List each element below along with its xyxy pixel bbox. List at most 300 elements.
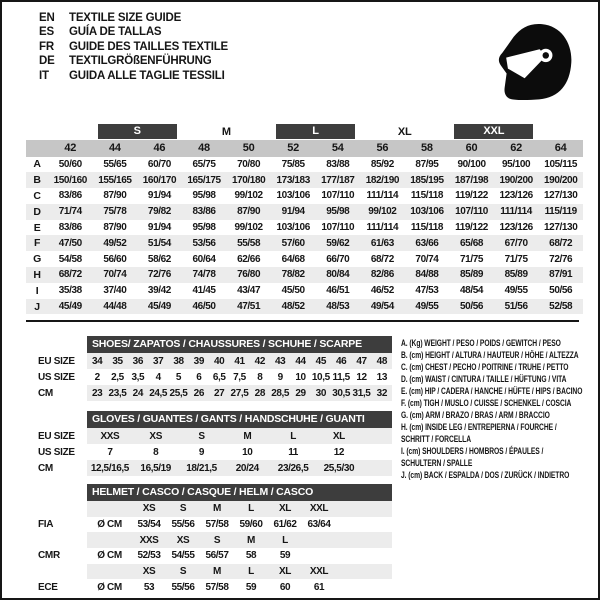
shoes-value: 31,5 [352, 387, 371, 399]
language-text: TEXTILGRÖßENFÜHRUNG [69, 55, 212, 68]
shoes-value: 11,5 [332, 371, 350, 383]
shoes-value: 2 [94, 371, 100, 383]
shoes-row-label: US SIZE [38, 371, 75, 383]
shoes-row-label: EU SIZE [38, 355, 75, 367]
row-label: J [34, 300, 40, 313]
size-value: 91/94 [281, 206, 305, 218]
gloves-row-label: US SIZE [38, 446, 75, 458]
gloves-title: GLOVES / GUANTES / GANTS / HANDSCHUHE / GUANTI [87, 411, 392, 428]
size-value: 78/82 [281, 269, 305, 281]
size-value: 49/54 [370, 301, 394, 313]
helmet-value: 56/57 [205, 550, 229, 562]
size-value: 91/94 [147, 222, 171, 234]
size-value: 43/47 [237, 285, 261, 297]
size-number-row [26, 140, 583, 157]
helmet-value: 52/53 [137, 550, 161, 562]
size-table-row-E [26, 220, 583, 236]
helmet-value: XXL [309, 503, 329, 515]
size-value: 79/82 [147, 206, 171, 218]
size-value: 177/187 [321, 174, 355, 186]
size-value: 45/50 [281, 285, 305, 297]
shoes-value: 28,5 [271, 387, 290, 399]
size-number: 58 [421, 142, 433, 155]
shoes-value: 43 [275, 355, 286, 367]
helmet-value: L [248, 503, 254, 515]
size-value: 64/68 [281, 253, 305, 265]
size-table-row-C [26, 188, 583, 204]
size-value: 127/130 [544, 190, 578, 202]
gloves-value: S [198, 430, 205, 442]
shoes-value: 10 [295, 371, 306, 383]
size-value: 111/114 [500, 206, 532, 218]
size-group-S: S [98, 124, 177, 139]
gloves-value: 7 [107, 446, 113, 458]
shoes-value: 29 [295, 387, 306, 399]
size-value: 85/89 [504, 269, 528, 281]
row-label: G [33, 253, 41, 266]
helmet-value: 58 [245, 550, 257, 562]
shoes-value: 27,5 [230, 387, 249, 399]
language-code: DE [39, 55, 55, 68]
helmet-icon [489, 18, 577, 106]
size-value: 165/175 [187, 174, 221, 186]
size-value: 123/126 [499, 222, 533, 234]
legend-item: I. (cm) SHOULDERS / HOMBROS / ÉPAULES / SCHULTERN / SPALLE [401, 446, 544, 469]
shoes-row [38, 385, 392, 401]
shoes-row [38, 353, 392, 369]
size-value: 173/183 [276, 174, 310, 186]
size-value: 61/63 [370, 237, 394, 249]
row-label: F [33, 237, 40, 250]
language-text: GUIDA ALLE TAGLIE TESSILI [69, 69, 225, 82]
language-text: GUÍA DE TALLAS [69, 26, 162, 39]
size-value: 49/55 [415, 301, 439, 313]
shoes-value: 45 [315, 355, 326, 367]
helmet-value: M [247, 534, 255, 546]
size-value: 75/85 [281, 158, 305, 170]
shoes-value: 24,5 [149, 387, 168, 399]
shoes-value: 12 [356, 371, 367, 383]
size-value: 71/75 [504, 253, 528, 265]
helmet-value: XXS [139, 534, 159, 546]
legend-item: H. (cm) INSIDE LEG / ENTREPIERNA / FOURCHE / SCHRITT / FORCELLA [401, 422, 557, 445]
helmet-value: 57/58 [205, 581, 229, 593]
size-value: 41/45 [192, 285, 216, 297]
helmet-row [38, 564, 392, 580]
size-number: 46 [153, 142, 166, 155]
shoes-value: 23,5 [108, 387, 127, 399]
row-label: H [33, 268, 41, 281]
shoes-value: 42 [254, 355, 265, 367]
size-value: 190/200 [499, 174, 533, 186]
helmet-value: XS [142, 503, 156, 515]
language-text: TEXTILE SIZE GUIDE [69, 12, 182, 24]
helmet-row [38, 579, 392, 595]
helmet-value: 61/62 [273, 519, 297, 531]
size-value: 53/56 [192, 237, 216, 249]
size-value: 70/80 [237, 158, 261, 170]
helmet-section [38, 484, 392, 595]
size-value: 48/54 [460, 285, 484, 297]
size-value: 83/88 [326, 158, 350, 170]
helmet-value: XL [279, 566, 291, 578]
shoes-value: 40 [214, 355, 225, 367]
size-group-XL: XL [397, 125, 412, 138]
size-value: 95/98 [326, 206, 350, 218]
shoes-row-label: CM [38, 387, 53, 399]
language-row [39, 54, 228, 68]
size-value: 111/114 [366, 190, 399, 202]
size-number: 44 [108, 142, 121, 155]
helmet-value: 59 [245, 581, 257, 593]
size-value: 107/110 [321, 190, 355, 202]
gloves-rows [38, 428, 392, 476]
size-value: 39/42 [147, 285, 171, 297]
helmet-cells [87, 548, 392, 564]
row-label: I [35, 284, 39, 297]
helmet-row [38, 548, 392, 564]
gloves-value: XS [149, 430, 162, 442]
size-value: 95/100 [502, 158, 531, 170]
helmet-rows [38, 501, 392, 595]
size-value: 115/118 [410, 222, 444, 234]
helmet-value: 59/60 [239, 519, 263, 531]
size-number: 60 [465, 142, 478, 155]
size-value: 103/106 [410, 206, 444, 218]
size-value: 103/106 [276, 190, 310, 202]
size-value: 74/78 [192, 269, 216, 281]
shoes-value: 6 [196, 371, 202, 383]
size-value: 62/66 [237, 253, 261, 265]
shoes-value: 48 [376, 355, 387, 367]
helmet-value: S [179, 503, 187, 515]
size-value: 160/170 [142, 174, 177, 186]
size-value: 99/102 [234, 190, 263, 202]
size-value: 87/90 [103, 190, 127, 202]
helmet-row-label: FIA [38, 519, 54, 531]
size-value: 75/78 [103, 206, 127, 218]
shoes-value: 2,5 [111, 371, 124, 383]
size-value: 54/58 [58, 253, 82, 265]
helmet-row [38, 501, 392, 517]
language-code: ES [39, 26, 54, 39]
row-label: B [33, 174, 41, 187]
size-value: 99/102 [368, 206, 397, 218]
size-value: 65/68 [460, 237, 484, 249]
size-value: 70/74 [415, 253, 439, 265]
helmet-value: XL [279, 503, 291, 515]
size-value: 84/88 [415, 269, 439, 281]
size-number: 64 [554, 142, 567, 155]
shoes-value: 5 [175, 371, 182, 383]
shoes-value: 38 [173, 355, 184, 367]
legend-item: C. (cm) CHEST / PECHO / POITRINE / TRUHE / PETTO [401, 362, 569, 373]
section-divider [26, 320, 579, 322]
size-value: 187/198 [454, 174, 489, 186]
language-row [39, 11, 228, 25]
size-value: 182/190 [365, 174, 400, 186]
shoes-value: 24 [132, 387, 143, 399]
legend-item: E. (cm) HIP / CADERA / HANCHE / HÜFTE / HIPS / BACINO [401, 386, 583, 397]
row-label: A [33, 158, 41, 171]
size-value: 190/200 [544, 174, 578, 186]
helmet-unit: Ø CM [97, 550, 122, 562]
helmet-value: XXL [309, 566, 329, 578]
size-value: 127/130 [544, 222, 578, 234]
helmet-cells [87, 517, 392, 533]
gloves-value: 16,5/19 [140, 462, 171, 474]
size-group-M: M [221, 125, 231, 138]
helmet-row-label: CMR [38, 550, 60, 562]
gloves-row [38, 444, 392, 460]
shoes-cells [87, 369, 392, 385]
helmet-value: 59 [279, 550, 291, 562]
language-list [39, 11, 228, 83]
language-row [39, 69, 228, 83]
legend-item: A. (Kg) WEIGHT / PESO / POIDS / GEWITCH / PESO [401, 338, 561, 349]
size-number: 42 [64, 142, 77, 155]
size-number: 52 [287, 142, 300, 155]
gloves-row-label: CM [38, 462, 53, 474]
size-table-row-I [26, 283, 583, 299]
size-value: 83/86 [58, 190, 82, 202]
size-value: 51/54 [147, 237, 171, 249]
size-value: 111/114 [366, 222, 399, 234]
gloves-row [38, 428, 392, 444]
helmet-value: S [179, 566, 187, 578]
size-value: 55/58 [237, 237, 261, 249]
size-value: 123/126 [499, 190, 533, 202]
shoes-value: 44 [295, 355, 306, 367]
shoes-value: 35 [112, 355, 123, 367]
helmet-value: 60 [279, 581, 291, 593]
row-label: D [33, 205, 41, 218]
size-value: 47/53 [415, 285, 439, 297]
shoes-value: 28 [254, 387, 265, 399]
helmet-unit: Ø CM [97, 581, 122, 593]
size-value: 47/50 [58, 237, 82, 249]
size-number: 62 [510, 142, 523, 155]
textile-size-table [26, 123, 583, 314]
shoes-value: 25,5 [169, 387, 188, 399]
size-value: 57/60 [281, 237, 305, 249]
size-value: 55/65 [103, 158, 127, 170]
size-value: 46/52 [370, 285, 394, 297]
gloves-value: 11 [288, 446, 298, 458]
size-value: 119/122 [455, 190, 488, 202]
size-value: 85/89 [460, 269, 484, 281]
size-value: 87/90 [237, 206, 261, 218]
helmet-value: M [213, 566, 221, 578]
language-row [39, 25, 228, 39]
size-value: 105/115 [544, 158, 578, 170]
gloves-value: 12 [333, 446, 345, 458]
size-value: 90/100 [457, 158, 486, 170]
size-table-row-H [26, 267, 583, 283]
helmet-value: L [282, 534, 288, 546]
gloves-value: 8 [153, 446, 159, 458]
shoes-cells [87, 385, 392, 401]
size-value: 49/55 [504, 285, 528, 297]
gloves-value: 9 [198, 446, 205, 458]
legend-item: J. (cm) BACK / ESPALDA / DOS / ZURÜCK / INDIETRO [401, 470, 570, 481]
size-value: 45/49 [58, 301, 82, 313]
size-value: 103/106 [276, 222, 310, 234]
size-group-L: L [276, 124, 355, 139]
gloves-value: XL [332, 430, 345, 442]
size-value: 115/119 [544, 206, 577, 218]
size-number: 50 [242, 142, 255, 155]
helmet-value: 55/56 [171, 519, 195, 531]
shoes-value: 4 [155, 371, 161, 383]
gloves-value: M [243, 430, 252, 442]
size-value: 56/60 [103, 253, 127, 265]
shoes-value: 34 [92, 355, 103, 367]
shoes-value: 32 [376, 387, 387, 399]
row-label: E [33, 221, 41, 234]
legend-item: G. (cm) ARM / BRAZO / BRAS / ARM / BRACCIO [401, 410, 550, 421]
size-number: 56 [376, 142, 389, 155]
shoes-value: 30 [315, 387, 326, 399]
size-value: 50/56 [549, 285, 573, 297]
helmet-value: 53/54 [137, 519, 161, 531]
size-value: 70/74 [103, 269, 127, 281]
helmet-value: 53 [143, 581, 155, 593]
gloves-row-label: EU SIZE [38, 430, 75, 442]
size-value: 95/98 [192, 190, 216, 202]
helmet-value: 61 [313, 581, 325, 593]
size-value: 59/62 [326, 237, 350, 249]
size-value: 48/53 [326, 301, 350, 313]
helmet-value: XS [142, 566, 156, 578]
gloves-value: 25,5/30 [323, 462, 355, 474]
gloves-section [38, 411, 392, 476]
size-value: 76/80 [237, 269, 261, 281]
gloves-row [38, 460, 392, 476]
size-value: 65/75 [192, 158, 216, 170]
size-value: 44/48 [103, 301, 127, 313]
shoes-section [38, 336, 392, 401]
size-value: 47/51 [237, 301, 261, 313]
language-code: IT [39, 69, 49, 82]
helmet-value: 55/56 [171, 581, 195, 593]
size-value: 91/94 [147, 190, 171, 202]
size-value: 155/165 [98, 174, 132, 186]
size-value: 63/66 [415, 237, 439, 249]
size-value: 82/86 [370, 269, 394, 281]
gloves-cells [87, 460, 392, 476]
gloves-value: 20/24 [235, 462, 259, 474]
size-number: 54 [331, 142, 344, 155]
size-value: 48/52 [281, 301, 305, 313]
shoes-value: 7,5 [233, 371, 246, 383]
size-value: 119/122 [455, 222, 488, 234]
language-code: FR [39, 40, 54, 53]
size-value: 80/84 [326, 269, 350, 281]
helmet-value: 63/64 [307, 519, 331, 531]
size-table-row-A [26, 157, 583, 173]
gloves-value: 10 [242, 446, 253, 458]
gloves-value: 23/26,5 [277, 462, 309, 474]
size-table-row-G [26, 251, 583, 267]
gloves-value: 18/21,5 [186, 462, 217, 474]
helmet-row [38, 532, 392, 548]
size-value: 68/72 [58, 269, 82, 281]
shoes-value: 6,5 [212, 371, 226, 383]
size-value: 50/56 [460, 301, 484, 313]
shoes-value: 27 [214, 387, 225, 399]
shoes-value: 41 [234, 355, 245, 367]
size-value: 115/118 [410, 190, 444, 202]
helmet-value: XS [176, 534, 190, 546]
shoes-value: 36 [132, 355, 143, 367]
shoes-value: 10,5 [311, 371, 330, 383]
shoes-value: 30,5 [332, 387, 351, 399]
gloves-value: XXS [100, 430, 120, 442]
shoes-value: 47 [356, 355, 367, 367]
size-value: 87/95 [415, 158, 439, 170]
helmet-cells [87, 564, 392, 580]
size-value: 95/98 [192, 222, 216, 234]
shoes-value: 26 [193, 387, 204, 399]
size-value: 50/60 [58, 158, 82, 170]
size-group-XXL: XXL [454, 124, 533, 139]
language-row [39, 40, 228, 54]
size-value: 68/72 [370, 253, 394, 265]
size-group-header-row [26, 123, 583, 140]
size-value: 83/86 [192, 206, 216, 218]
gloves-cells [87, 444, 392, 460]
size-value: 99/102 [234, 222, 263, 234]
size-table-row-F [26, 235, 583, 251]
helmet-unit: Ø CM [97, 519, 122, 531]
helmet-cells [87, 579, 392, 595]
helmet-value: 54/55 [171, 550, 195, 562]
shoes-value: 37 [153, 355, 164, 367]
size-value: 170/180 [231, 174, 266, 186]
shoes-value: 8 [257, 371, 263, 383]
size-value: 107/110 [321, 222, 355, 234]
size-value: 150/160 [53, 174, 87, 186]
size-value: 35/38 [58, 285, 82, 297]
size-value: 87/90 [103, 222, 127, 234]
size-value: 60/70 [147, 158, 171, 170]
size-value: 66/70 [326, 253, 350, 265]
shoes-value: 23 [92, 387, 103, 399]
size-value: 46/51 [326, 285, 350, 297]
helmet-row-label: ECE [38, 581, 58, 593]
size-value: 67/70 [504, 237, 528, 249]
size-value: 52/58 [549, 301, 573, 313]
size-table-row-D [26, 204, 583, 220]
size-value: 185/195 [410, 174, 444, 186]
size-value: 45/49 [147, 301, 171, 313]
shoes-row [38, 369, 392, 385]
gloves-cells [87, 428, 392, 444]
size-value: 58/62 [147, 253, 171, 265]
size-value: 46/50 [192, 301, 216, 313]
size-value: 37/40 [103, 285, 127, 297]
size-value: 71/75 [460, 253, 484, 265]
size-value: 71/74 [58, 206, 82, 218]
helmet-row [38, 517, 392, 533]
size-value: 72/76 [549, 253, 573, 265]
helmet-cells [87, 532, 392, 548]
shoes-cells [87, 353, 392, 369]
size-value: 68/72 [549, 237, 573, 249]
legend-item: F. (cm) TIGH / MUSLO / CUISSE / SCHENKEL / COSCIA [401, 398, 572, 409]
helmet-value: L [248, 566, 254, 578]
